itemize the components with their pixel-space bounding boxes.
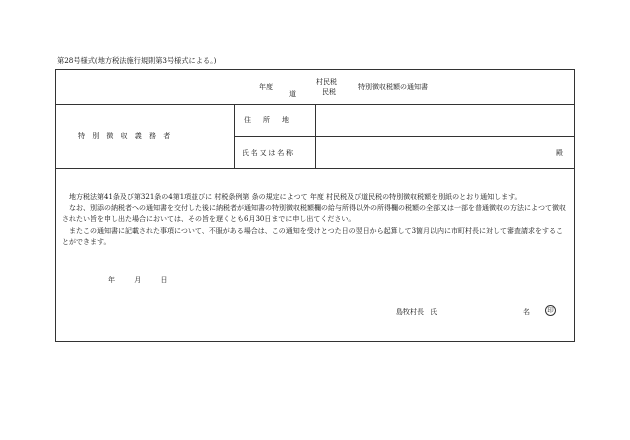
obligor-label: 特別徴収義務者 xyxy=(78,132,178,140)
title-minzei-label: 民税 xyxy=(322,88,336,96)
mayor-signature: 島牧村長 氏 xyxy=(396,308,438,316)
body-paragraph: 地方税法第41条及び第321条の4第1項並びに 村税条例第 条の規定によつて 年度 村民税及び道民税の特別徴収税額を別紙のとおり通知します。 xyxy=(69,193,522,201)
title-year-label: 年度 xyxy=(259,83,273,91)
form-code: 第28号様式(地方税法施行規則第3号様式による。) xyxy=(57,56,217,65)
date-line: 年 月 日 xyxy=(108,276,168,284)
title-shiminzei-label: 村民税 xyxy=(316,78,337,86)
honorific-label: 殿 xyxy=(556,149,563,157)
body-paragraph: なお、別添の納税者への通知書を交付した後に納税者が通知書の特別徴収税額欄の給与所得以外の所得欄の税額の全部又は一部を普通徴収の方法によつて徴収されたい旨を申し出た場合においては、その旨を遅くとも6月30日までに申し出てください。 xyxy=(62,204,566,224)
field-label-divider xyxy=(315,104,316,168)
title-do-label: 道 xyxy=(289,90,296,98)
address-label: 住所地 xyxy=(244,116,301,124)
notice-body xyxy=(62,192,569,248)
document-title: 特別徴収税額の通知書 xyxy=(358,83,428,91)
name-label: 氏名又は名称 xyxy=(242,149,295,157)
address-row-divider xyxy=(234,136,574,137)
obligor-row-divider xyxy=(56,168,574,169)
obligor-label-divider xyxy=(234,104,235,168)
seal-icon: 印 xyxy=(545,305,556,316)
mayor-name-label: 名 xyxy=(523,308,530,316)
body-paragraph: またこの通知書に記載された事項について、不服がある場合は、この通知を受けとつた日の翌日から起算して3箇月以内に市町村長に対して審査請求をすることができます。 xyxy=(62,226,564,246)
notice-form-frame xyxy=(55,69,575,342)
